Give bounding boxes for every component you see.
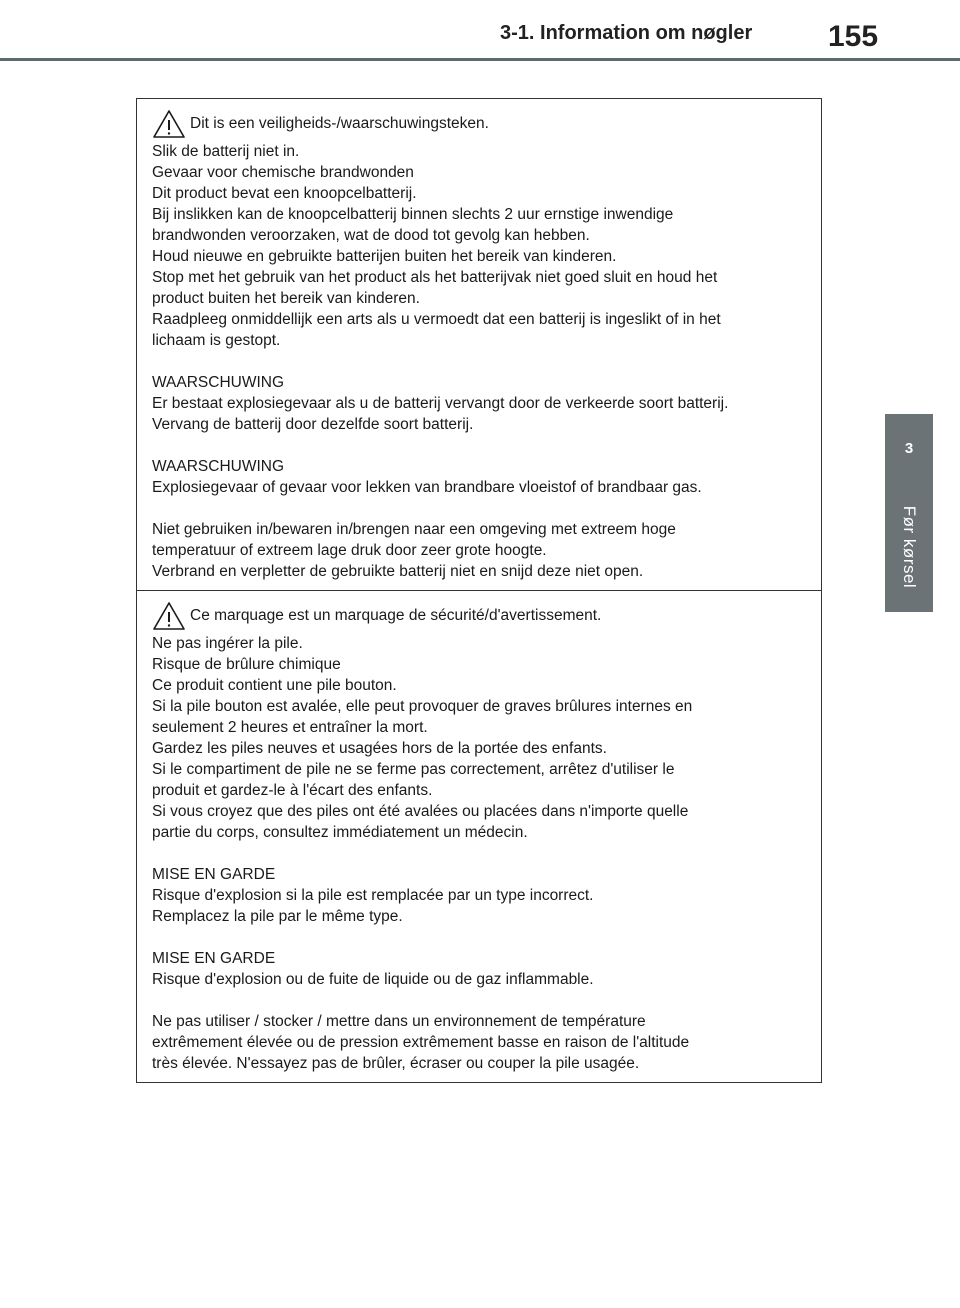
chapter-title: Før kørsel — [900, 505, 919, 589]
paragraph-gap — [152, 498, 821, 519]
text-line: Risque d'explosion ou de fuite de liquide ou de gaz inflammable. — [152, 971, 594, 988]
text-line: Niet gebruiken in/bewaren in/brengen naar een omgeving met extreem hoge — [152, 521, 676, 538]
warning-box — [136, 98, 822, 1083]
french-warning-section — [137, 590, 821, 1082]
dutch-text-block — [152, 141, 821, 582]
text-line: Vervang de batterij door dezelfde soort batterij. — [152, 416, 474, 433]
chapter-number-tab[interactable]: 3 — [885, 414, 933, 482]
text-line: MISE EN GARDE — [152, 950, 276, 967]
paragraph-gap — [152, 435, 821, 456]
paragraph-gap — [152, 990, 821, 1011]
dutch-symbol-text: Dit is een veiligheids-/waarschuwingsteken. — [190, 115, 489, 132]
paragraph-gap — [152, 927, 821, 948]
text-line: partie du corps, consultez immédiatement un médecin. — [152, 824, 528, 841]
french-symbol-text: Ce marquage est un marquage de sécurité/d'avertissement. — [190, 607, 602, 624]
text-line: Stop met het gebruik van het product als het batterijvak niet goed sluit en houd het — [152, 269, 718, 286]
text-line: temperatuur of extreem lage druk door zeer grote hoogte. — [152, 542, 547, 559]
text-line: brandwonden veroorzaken, wat de dood tot gevolg kan hebben. — [152, 227, 590, 244]
text-line: Ne pas utiliser / stocker / mettre dans un environnement de température — [152, 1013, 646, 1030]
text-line: extrêmement élevée ou de pression extrêmement basse en raison de l'altitude — [152, 1034, 690, 1051]
french-text-block — [152, 633, 821, 1074]
text-line: product buiten het bereik van kinderen. — [152, 290, 420, 307]
text-line: Dit product bevat een knoopcelbatterij. — [152, 185, 417, 202]
text-line: Si vous croyez que des piles ont été avalées ou placées dans n'importe quelle — [152, 803, 689, 820]
warning-triangle-icon — [152, 601, 186, 631]
text-line: Si la pile bouton est avalée, elle peut provoquer de graves brûlures internes en — [152, 698, 693, 715]
dutch-warning-section — [137, 99, 821, 590]
french-symbol-line — [152, 599, 821, 633]
text-line: Gevaar voor chemische brandwonden — [152, 164, 414, 181]
paragraph-gap — [152, 351, 821, 372]
dutch-symbol-line — [152, 107, 821, 141]
text-line: Remplacez la pile par le même type. — [152, 908, 403, 925]
text-line: seulement 2 heures et entraîner la mort. — [152, 719, 428, 736]
paragraph-gap — [152, 843, 821, 864]
text-line: produit et gardez-le à l'écart des enfants. — [152, 782, 433, 799]
chapter-title-tab[interactable] — [885, 482, 933, 612]
text-line: Er bestaat explosiegevaar als u de batterij vervangt door de verkeerde soort batterij. — [152, 395, 729, 412]
text-line: Bij inslikken kan de knoopcelbatterij binnen slechts 2 uur ernstige inwendige — [152, 206, 674, 223]
text-line: Si le compartiment de pile ne se ferme pas correctement, arrêtez d'utiliser le — [152, 761, 675, 778]
text-line: Ce produit contient une pile bouton. — [152, 677, 397, 694]
section-title: 3-1. Information om nøgler — [500, 22, 753, 44]
text-line: lichaam is gestopt. — [152, 332, 281, 349]
page-number: 155 — [828, 20, 879, 53]
text-line: Explosiegevaar of gevaar voor lekken van brandbare vloeistof of brandbaar gas. — [152, 479, 702, 496]
text-line: Verbrand en verpletter de gebruikte batterij niet en snijd deze niet open. — [152, 563, 644, 580]
text-line: Raadpleeg onmiddellijk een arts als u vermoedt dat een batterij is ingeslikt of in het — [152, 311, 721, 328]
text-line: Slik de batterij niet in. — [152, 143, 300, 160]
text-line: WAARSCHUWING — [152, 458, 285, 475]
text-line: MISE EN GARDE — [152, 866, 276, 883]
text-line: Risque de brûlure chimique — [152, 656, 341, 673]
text-line: Ne pas ingérer la pile. — [152, 635, 303, 652]
header-rule — [0, 58, 960, 61]
warning-triangle-icon — [152, 109, 186, 139]
text-line: Risque d'explosion si la pile est remplacée par un type incorrect. — [152, 887, 594, 904]
text-line: Gardez les piles neuves et usagées hors de la portée des enfants. — [152, 740, 607, 757]
text-line: WAARSCHUWING — [152, 374, 285, 391]
text-line: très élevée. N'essayez pas de brûler, écraser ou couper la pile usagée. — [152, 1055, 640, 1072]
text-line: Houd nieuwe en gebruikte batterijen buiten het bereik van kinderen. — [152, 248, 617, 265]
